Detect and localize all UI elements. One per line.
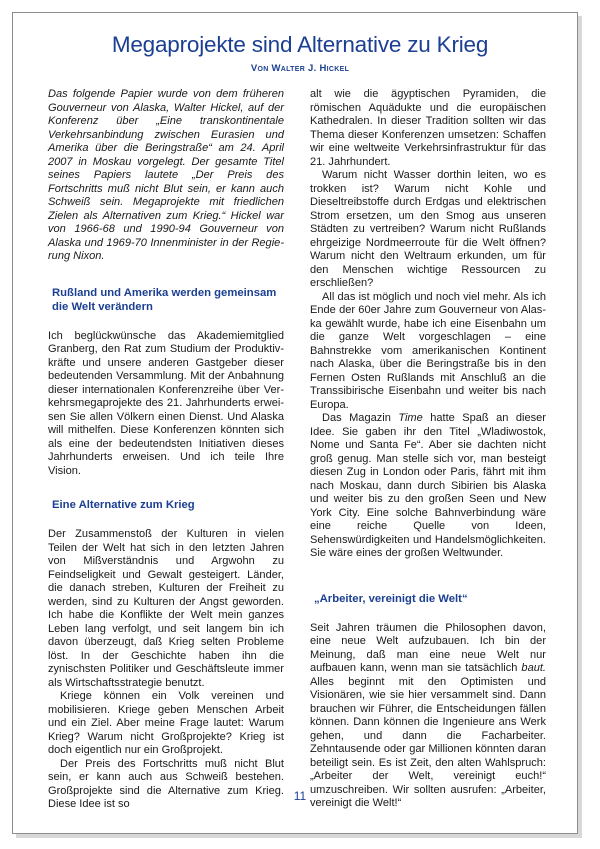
body-paragraph: alt wie die ägyptischen Pyramiden, die römischen Aquädukte und die europäischen Kathedralen. In dieser Tradition sollten wir das Thema dieser Konferenzen umsetzen: Schaffen wir eine weltweite Verkehrsinfrastruktur für das 21. Jahrhundert. <box>310 88 546 168</box>
body-paragraph-time <box>310 412 546 561</box>
page-number: 11 <box>293 789 307 803</box>
section-heading-russia-america: Rußland und Amerika werden gemeinsam die Welt verändern <box>52 286 277 313</box>
intro-paragraph: Das folgende Papier wurde von dem früheren Gouverneur von Alaska, Walter Hickel, auf der Konferenz über „Eine transkontinentale Verkehrsanbindung zwischen Eurasien und Amerika über die Beringstraße“ am 24. April 2007 in Moskau vorgelegt. Der gesamte Titel seines Papiers lautete „Der Preis des Fortschritts muß nicht Blut sein, er kann auch Schweiß sein. Megaprojekte mit friedlichen Zielen als Alternativen zum Krieg.“ Hickel war von 1966-68 und 1990-94 Gouverneur von Alaska und 1969-70 Innenminister in der Regierung Nixon. <box>48 88 284 262</box>
body-paragraph: Kriege können ein Volk vereinen und mobilisieren. Kriege geben Menschen Arbeit und ein Ziel. Aber meine Frage lautet: Warum Krieg? Warum nicht Großprojekte? Krieg ist doch eigentlich nur ein Großprojekt. <box>48 690 284 756</box>
right-column <box>310 88 546 811</box>
article-byline: Von Walter J. Hickel <box>250 63 350 74</box>
text-run: Alles beginnt mit den Optimisten und Visionären, wie sie hier versammelt sind. Dann brauchen wir Führer, die Entscheidungen fällen können. Dann können die Ingenieure ans Werk gehen, und dann die Facharbeiter. Zehntausende oder gar Millionen könnten daran beteiligt sein. Es ist Zeit, den alten Wahlspruch: „Arbeiter der Welt, vereinigt euch!“ umzuschreiben. Wir sollten ausrufen: „Arbeiter, vereinigt die Welt!“ <box>310 675 546 809</box>
text-run: Seit Jahren träumen die Philosophen davon, eine neue Welt aufzubauen. Ich bin der Meinung, daß man eine neue Welt nur aufbauen kann, wenn man sie tatsächlich <box>310 621 546 674</box>
section-heading-workers: „Arbeiter, vereinigt die Welt“ <box>314 592 468 605</box>
body-paragraph: All das ist möglich und noch viel mehr. Als ich Ende der 60er Jahre zum Gouverneur von Alaska gewählt wurde, habe ich eine Eisenbahn um die ganze Welt vorgeschlagen – eine Bahnstrekke vom amerikanischen Kontinent nach Alaska, über die Beringstraße bis in den Fernen Osten Rußlands mit Anschluß an die Transsibirische Eisenbahn und weiter bis nach Europa. <box>310 290 546 411</box>
body-paragraph-builds <box>310 622 546 811</box>
left-column <box>48 88 284 812</box>
section-heading-alternative: Eine Alternative zum Krieg <box>52 499 195 511</box>
emphasis-word: baut. <box>521 662 546 674</box>
body-paragraph: Der Preis des Fortschritts muß nicht Blut sein, er kann auch aus Schweiß bestehen. Großprojekte sind die Alternative zum Krieg. Diese Idee ist so <box>48 757 284 810</box>
body-paragraph: Warum nicht Wasser dorthin leiten, wo es trokken ist? Warum nicht Kohle und Dieseltreibstoffe durch Erdgas und elektrischen Strom ersetzen, um den Smog aus unseren Städten zu vertreiben? Warum nicht Rußlands ehrgeizige Nordmeerroute für die Welt öffnen? Warum nicht den Weltraum erkunden, um für den Menschen wichtige Ressourcen zu erschließen? <box>310 169 546 289</box>
text-run: hatte Spaß an dieser Idee. Sie gaben ihr den Titel „Wladiwostok, Nome und Santa Fe“. Aber sie dachten nicht groß genug. Man stelle sich vor, man besteigt diesen Zug in London oder Paris, fährt mit ihm nach Moskau, dann durch Sibirien bis Alaska und weiter bis zu den großen Seen und New York City. Eine solche Bahnverbindung wäre eine reiche Quelle von Ideen, Sehenswürdigkeiten und Handelsmöglichkeiten. Sie wäre eines der großen Weltwunder. <box>310 412 546 559</box>
text-run: Das Magazin <box>322 412 399 424</box>
article-title: Megaprojekte sind Alternative zu Krieg <box>111 32 489 57</box>
body-paragraph: Ich beglückwünsche das Akademiemitglied Granberg, den Rat zum Studium der Produktivkräfte und unsere anderen Gastgeber dieser bedeutenden Versammlung. Mit der Anbahnung dieser internationalen Konferenzreihe über Verkehrsmegaprojekte des 21. Jahrhunderts erweisen Sie allen Völkern einen Dienst. Und Alaska will mithelfen. Diese Konferenzen könnten sich als eine der bedeutendsten Initiativen dieses Jahrhunderts erweisen. Und ich teile Ihre Vision. <box>48 329 284 477</box>
body-paragraph: Der Zusammenstoß der Kulturen in vielen Teilen der Welt hat sich in den letzten Jahren von Mißverständnis und Argwohn zu Feindseligkeit und Gewalt gesteigert. Länder, die danach streben, Kulturen der Freiheit zu werden, sind zu Kulturen der Angst geworden. Ich habe die Konflikte der Welt mein ganzes Leben lang verfolgt, und seit langem bin ich davon überzeugt, daß Krieg selten Probleme löst. In der Geschichte haben ihn die zynischsten Politiker und Geschäftsleute immer als Wirtschaftsstrategie benutzt. <box>48 528 284 689</box>
magazine-name: Time <box>398 412 423 424</box>
